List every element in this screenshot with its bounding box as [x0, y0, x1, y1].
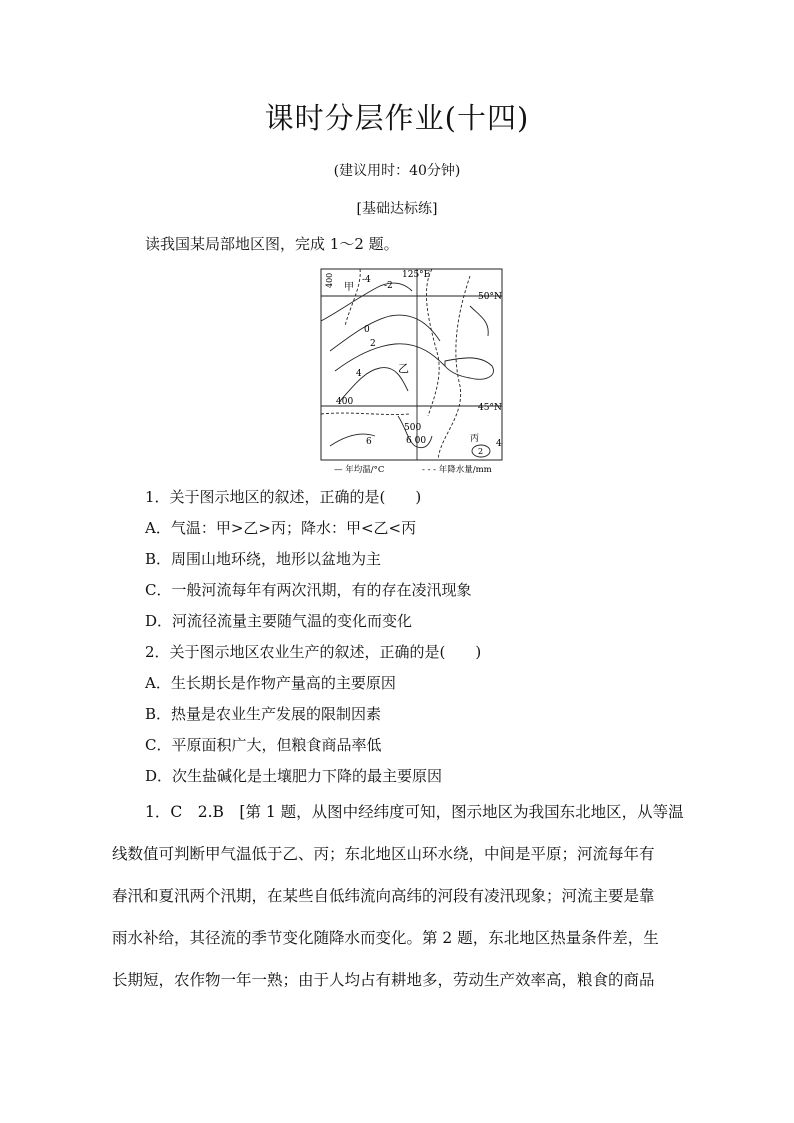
label-iso-4: 4: [356, 369, 362, 379]
label-45n: 45°N: [478, 403, 502, 413]
question-1-option-b: B．周围山地环绕，地形以盆地为主: [145, 550, 382, 568]
label-rain-400b: 400: [336, 397, 354, 407]
question-2-stem: 2．关于图示地区农业生产的叙述，正确的是( ): [145, 643, 482, 661]
intro-text: 读我国某局部地区图，完成 1～2 题。: [145, 235, 399, 253]
answer-line-1: 1．C 2.B [第 1 题，从图中经纬度可知，图示地区为我国东北地区，从等温: [145, 803, 684, 821]
question-1-stem: 1．关于图示地区的叙述，正确的是( ): [145, 488, 422, 506]
label-rain-400a: 400: [325, 272, 334, 288]
label-iso-0: 0: [364, 325, 370, 335]
question-2-option-c: C．平原面积广大，但粮食商品率低: [145, 736, 382, 754]
label-iso-minus4: -4: [362, 275, 371, 285]
question-1-option-a: A．气温：甲>乙>丙；降水：甲<乙<丙: [145, 519, 417, 537]
map-figure: [320, 266, 504, 476]
label-iso-minus2: -2: [384, 281, 393, 291]
label-50n: 50°N: [478, 292, 502, 302]
isohyet-500: [426, 269, 439, 416]
label-rain-500: 500: [404, 423, 422, 433]
isotherm-2: [335, 344, 445, 371]
coastline: [445, 358, 493, 379]
coastline-2: [470, 306, 488, 336]
question-2-option-a: A．生长期长是作物产量高的主要原因: [145, 674, 396, 692]
answer-line-3: 春汛和夏汛两个汛期，在某些自低纬流向高纬的河段有凌汛现象；河流主要是靠: [112, 887, 655, 905]
time-note: (建议用时：40分钟): [333, 163, 461, 179]
label-jia: 甲: [344, 282, 354, 293]
label-125e: 125°E: [402, 270, 431, 280]
question-2-option-b: B．热量是农业生产发展的限制因素: [145, 705, 382, 723]
label-bing-value: 2: [478, 447, 484, 456]
label-yi: 乙: [398, 362, 409, 375]
region-map: [320, 266, 504, 476]
answer-line-5: 长期短，农作物一年一熟；由于人均占有耕地多，劳动生产效率高，粮食的商品: [112, 971, 655, 989]
question-2-option-d: D．次生盐碱化是土壤肥力下降的最主要原因: [145, 767, 443, 785]
legend-rain: - - - 年降水量/mm: [422, 465, 492, 475]
question-1-option-c: C．一般河流每年有两次汛期，有的存在凌汛现象: [145, 581, 472, 599]
isohyet-400a: [345, 269, 360, 326]
isohyet-400b: [321, 413, 410, 414]
label-bing: 丙: [470, 434, 480, 444]
page-title: 课时分层作业(十四): [264, 101, 530, 135]
label-rain-600: 6 00: [406, 436, 427, 446]
legend-temp: — 年均温/°C: [334, 465, 385, 475]
answer-line-2: 线数值可判断甲气温低于乙、丙；东北地区山环水绕，中间是平原；河流每年有: [112, 845, 655, 863]
isohyet-600: [438, 276, 470, 460]
label-iso-4b: 4: [496, 439, 502, 449]
question-1-option-d: D．河流径流量主要随气温的变化而变化: [145, 612, 413, 630]
label-iso-6: 6: [366, 437, 372, 447]
answer-line-4: 雨水补给，其径流的季节变化随降水而变化。第 2 题，东北地区热量条件差，生: [112, 929, 659, 947]
label-iso-2: 2: [370, 339, 376, 349]
section-heading: [基础达标练]: [356, 201, 438, 217]
